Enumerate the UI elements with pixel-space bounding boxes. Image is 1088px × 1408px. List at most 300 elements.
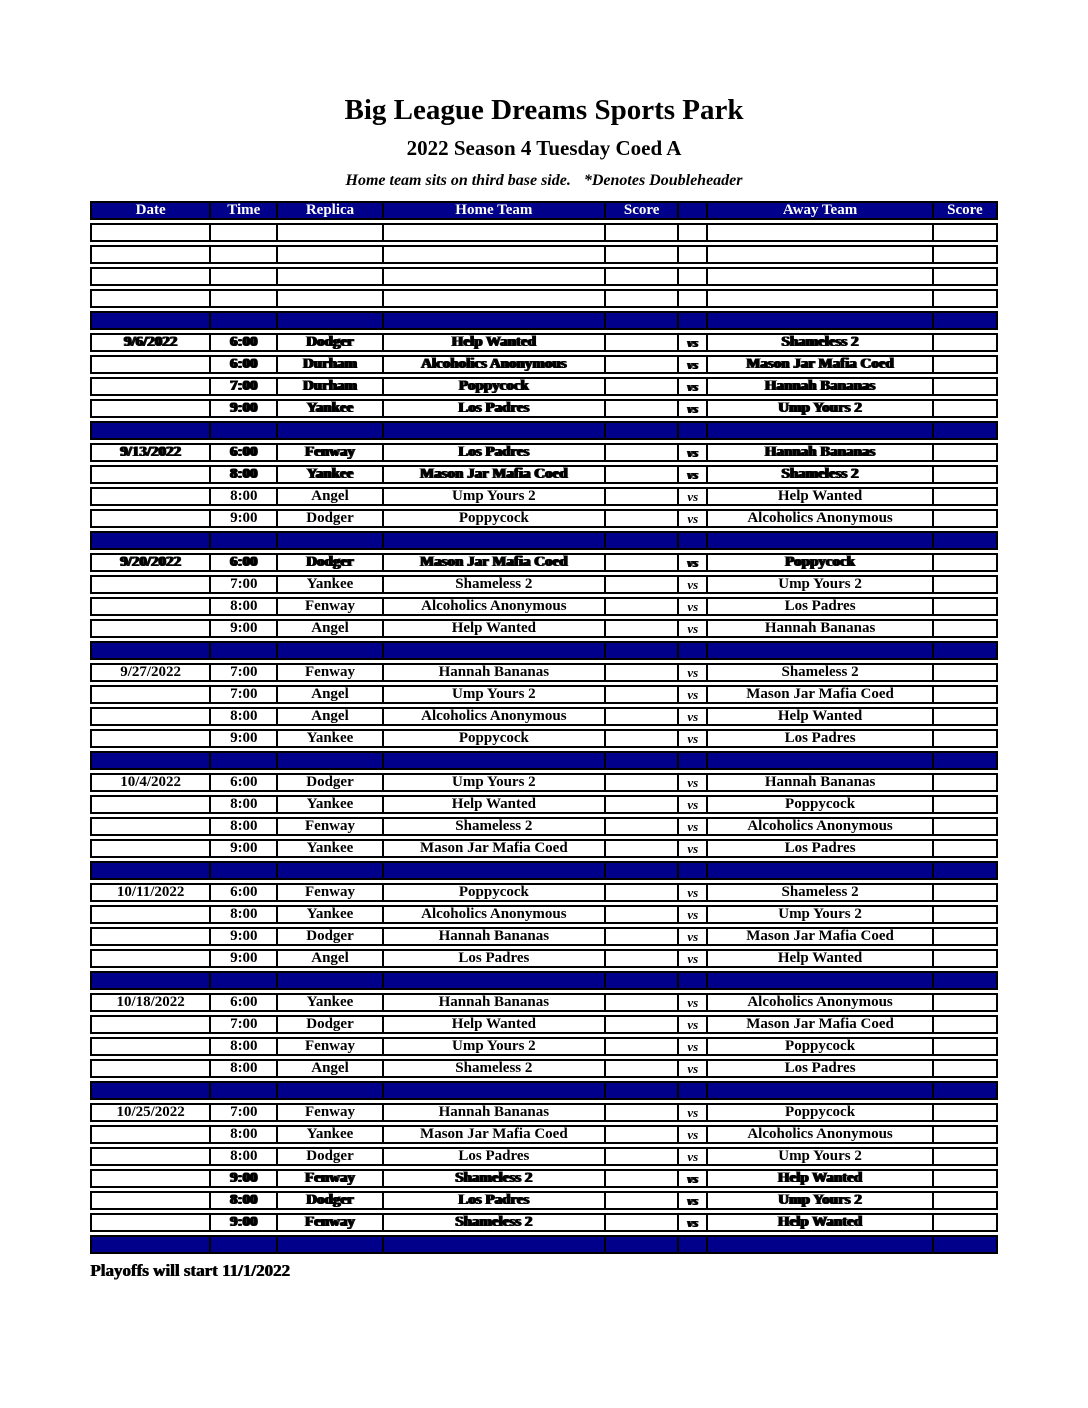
- date-cell: [90, 619, 209, 638]
- game-row: [90, 597, 998, 616]
- game-row: [90, 795, 998, 814]
- date-cell: [90, 685, 209, 704]
- date-cell: [90, 1081, 209, 1100]
- game-row: [90, 773, 998, 792]
- away-team-cell: [706, 1081, 931, 1100]
- home-score-cell: [604, 949, 677, 968]
- vs-cell: vs: [677, 1037, 706, 1056]
- away-team-cell: Mason Jar Mafia Coed: [706, 685, 931, 704]
- away-score-cell: [932, 1213, 998, 1232]
- time-cell: 9:00: [209, 1213, 276, 1232]
- home-score-cell: [604, 267, 677, 286]
- home-score-cell: [604, 685, 677, 704]
- empty-row: [90, 223, 998, 242]
- away-team-cell: [706, 421, 931, 440]
- date-cell: 10/4/2022: [90, 773, 209, 792]
- replica-cell: Yankee: [276, 839, 381, 858]
- away-team-cell: Ump Yours 2: [706, 1191, 931, 1210]
- away-score-cell: [932, 223, 998, 242]
- away-team-cell: Help Wanted: [706, 1169, 931, 1188]
- away-score-cell: [932, 245, 998, 264]
- home-team-cell: Los Padres: [382, 1147, 604, 1166]
- time-cell: [209, 245, 276, 264]
- replica-cell: Fenway: [276, 817, 381, 836]
- vs-cell: vs: [677, 355, 706, 374]
- away-score-cell: [932, 839, 998, 858]
- time-cell: 6:00: [209, 883, 276, 902]
- date-cell: [90, 245, 209, 264]
- time-cell: 6:00: [209, 355, 276, 374]
- date-cell: [90, 509, 209, 528]
- replica-cell: Fenway: [276, 663, 381, 682]
- date-cell: [90, 465, 209, 484]
- time-cell: 8:00: [209, 1125, 276, 1144]
- time-cell: 6:00: [209, 333, 276, 352]
- vs-cell: [677, 751, 706, 770]
- time-cell: 7:00: [209, 377, 276, 396]
- separator-row: [90, 531, 998, 550]
- away-score-cell: [932, 949, 998, 968]
- away-score-cell: [932, 421, 998, 440]
- vs-cell: vs: [677, 1125, 706, 1144]
- date-cell: [90, 531, 209, 550]
- home-team-cell: Poppycock: [382, 509, 604, 528]
- home-score-cell: [604, 993, 677, 1012]
- replica-cell: Yankee: [276, 729, 381, 748]
- game-row: [90, 1191, 998, 1210]
- replica-cell: [276, 861, 381, 880]
- away-score-cell: [932, 1037, 998, 1056]
- replica-cell: [276, 245, 381, 264]
- table-body: [90, 223, 998, 1254]
- home-team-cell: Los Padres: [382, 399, 604, 418]
- home-score-cell: [604, 1037, 677, 1056]
- away-score-cell: [932, 465, 998, 484]
- date-cell: [90, 927, 209, 946]
- vs-cell: vs: [677, 553, 706, 572]
- time-cell: 8:00: [209, 795, 276, 814]
- date-cell: [90, 1213, 209, 1232]
- date-cell: [90, 487, 209, 506]
- separator-row: [90, 1235, 998, 1254]
- replica-cell: Dodger: [276, 333, 381, 352]
- game-row: [90, 685, 998, 704]
- vs-cell: [677, 289, 706, 308]
- time-cell: [209, 223, 276, 242]
- home-score-cell: [604, 795, 677, 814]
- away-team-cell: Help Wanted: [706, 949, 931, 968]
- away-team-cell: [706, 245, 931, 264]
- home-score-cell: [604, 663, 677, 682]
- away-team-cell: Help Wanted: [706, 707, 931, 726]
- replica-cell: Dodger: [276, 927, 381, 946]
- away-team-cell: [706, 289, 931, 308]
- vs-cell: vs: [677, 905, 706, 924]
- replica-cell: [276, 751, 381, 770]
- home-score-cell: [604, 707, 677, 726]
- home-team-cell: Poppycock: [382, 377, 604, 396]
- home-score-cell: [604, 927, 677, 946]
- game-row: [90, 1059, 998, 1078]
- vs-cell: vs: [677, 619, 706, 638]
- game-row: [90, 487, 998, 506]
- home-score-cell: [604, 1103, 677, 1122]
- vs-cell: vs: [677, 685, 706, 704]
- replica-cell: Dodger: [276, 1147, 381, 1166]
- home-score-cell: [604, 641, 677, 660]
- home-team-cell: Alcoholics Anonymous: [382, 707, 604, 726]
- home-team-cell: [382, 1235, 604, 1254]
- away-team-cell: Hannah Bananas: [706, 377, 931, 396]
- time-cell: 9:00: [209, 1169, 276, 1188]
- replica-cell: Yankee: [276, 993, 381, 1012]
- away-score-cell: [932, 487, 998, 506]
- vs-cell: [677, 971, 706, 990]
- away-score-cell: [932, 377, 998, 396]
- home-team-cell: [382, 289, 604, 308]
- game-row: [90, 509, 998, 528]
- home-score-cell: [604, 1169, 677, 1188]
- home-team-cell: Help Wanted: [382, 1015, 604, 1034]
- home-team-cell: [382, 267, 604, 286]
- replica-cell: Fenway: [276, 597, 381, 616]
- home-score-cell: [604, 729, 677, 748]
- away-team-cell: Los Padres: [706, 1059, 931, 1078]
- time-cell: 7:00: [209, 1103, 276, 1122]
- away-team-cell: Poppycock: [706, 553, 931, 572]
- home-team-cell: Ump Yours 2: [382, 1037, 604, 1056]
- away-score-cell: [932, 267, 998, 286]
- home-team-cell: Ump Yours 2: [382, 773, 604, 792]
- date-cell: [90, 949, 209, 968]
- time-cell: 9:00: [209, 949, 276, 968]
- date-cell: 10/18/2022: [90, 993, 209, 1012]
- date-cell: [90, 729, 209, 748]
- replica-cell: Fenway: [276, 443, 381, 462]
- date-cell: 10/25/2022: [90, 1103, 209, 1122]
- time-cell: 7:00: [209, 1015, 276, 1034]
- replica-cell: Yankee: [276, 399, 381, 418]
- home-score-cell: [604, 1191, 677, 1210]
- time-cell: [209, 861, 276, 880]
- empty-row: [90, 267, 998, 286]
- date-cell: [90, 1125, 209, 1144]
- replica-cell: Yankee: [276, 575, 381, 594]
- replica-cell: Dodger: [276, 1191, 381, 1210]
- date-cell: [90, 641, 209, 660]
- home-team-cell: Hannah Bananas: [382, 1103, 604, 1122]
- home-team-cell: Shameless 2: [382, 575, 604, 594]
- date-cell: [90, 289, 209, 308]
- game-row: [90, 619, 998, 638]
- game-row: [90, 905, 998, 924]
- home-score-cell: [604, 509, 677, 528]
- home-team-cell: Los Padres: [382, 1191, 604, 1210]
- game-row: [90, 355, 998, 374]
- time-cell: [209, 641, 276, 660]
- replica-cell: Angel: [276, 1059, 381, 1078]
- home-score-cell: [604, 355, 677, 374]
- home-team-cell: Shameless 2: [382, 1169, 604, 1188]
- away-score-cell: [932, 1169, 998, 1188]
- vs-cell: [677, 531, 706, 550]
- away-score-cell: [932, 1015, 998, 1034]
- home-score-cell: [604, 443, 677, 462]
- away-team-cell: [706, 641, 931, 660]
- date-cell: [90, 751, 209, 770]
- schedule-table: [90, 198, 998, 1257]
- away-team-cell: Shameless 2: [706, 465, 931, 484]
- home-score-cell: [604, 1125, 677, 1144]
- replica-cell: Durham: [276, 355, 381, 374]
- home-score-cell: [604, 597, 677, 616]
- game-row: [90, 553, 998, 572]
- date-cell: [90, 1037, 209, 1056]
- vs-cell: vs: [677, 839, 706, 858]
- away-score-cell: [932, 333, 998, 352]
- home-team-cell: Mason Jar Mafia Coed: [382, 553, 604, 572]
- time-cell: 8:00: [209, 597, 276, 616]
- home-score-cell: [604, 487, 677, 506]
- home-team-cell: [382, 421, 604, 440]
- home-score-cell: [604, 1059, 677, 1078]
- away-team-cell: Alcoholics Anonymous: [706, 509, 931, 528]
- home-team-cell: Alcoholics Anonymous: [382, 905, 604, 924]
- note-main-text: Home team sits on third base side.: [345, 171, 571, 189]
- home-score-cell: [604, 245, 677, 264]
- home-team-cell: [382, 861, 604, 880]
- home-score-cell: [604, 1081, 677, 1100]
- away-team-cell: Shameless 2: [706, 333, 931, 352]
- vs-cell: vs: [677, 1015, 706, 1034]
- away-team-cell: [706, 971, 931, 990]
- vs-cell: vs: [677, 1147, 706, 1166]
- vs-cell: vs: [677, 729, 706, 748]
- date-cell: [90, 1015, 209, 1034]
- replica-cell: Angel: [276, 949, 381, 968]
- time-cell: 8:00: [209, 1191, 276, 1210]
- home-team-cell: Shameless 2: [382, 817, 604, 836]
- time-cell: [209, 289, 276, 308]
- home-score-cell: [604, 575, 677, 594]
- playoffs-note: Playoffs will start 11/1/2022: [90, 1260, 290, 1280]
- time-cell: 9:00: [209, 839, 276, 858]
- game-row: [90, 1015, 998, 1034]
- home-score-cell: [604, 1015, 677, 1034]
- time-cell: [209, 421, 276, 440]
- col-header-vs: [677, 201, 706, 220]
- doubleheader-note: *Denotes Doubleheader: [583, 171, 743, 189]
- time-cell: 8:00: [209, 487, 276, 506]
- home-team-cell: Mason Jar Mafia Coed: [382, 1125, 604, 1144]
- away-score-cell: [932, 993, 998, 1012]
- vs-cell: vs: [677, 1103, 706, 1122]
- away-score-cell: [932, 751, 998, 770]
- vs-cell: vs: [677, 707, 706, 726]
- away-score-cell: [932, 1081, 998, 1100]
- vs-cell: vs: [677, 817, 706, 836]
- away-score-cell: [932, 597, 998, 616]
- away-team-cell: Los Padres: [706, 729, 931, 748]
- time-cell: [209, 971, 276, 990]
- date-cell: 9/6/2022: [90, 333, 209, 352]
- game-row: [90, 817, 998, 836]
- time-cell: 6:00: [209, 553, 276, 572]
- home-score-cell: [604, 883, 677, 902]
- home-team-cell: Mason Jar Mafia Coed: [382, 465, 604, 484]
- home-score-cell: [604, 333, 677, 352]
- home-team-cell: Hannah Bananas: [382, 927, 604, 946]
- vs-cell: vs: [677, 927, 706, 946]
- away-score-cell: [932, 1125, 998, 1144]
- away-team-cell: Los Padres: [706, 839, 931, 858]
- away-team-cell: Mason Jar Mafia Coed: [706, 927, 931, 946]
- home-score-cell: [604, 311, 677, 330]
- away-score-cell: [932, 531, 998, 550]
- vs-cell: vs: [677, 465, 706, 484]
- col-header-time: Time: [209, 201, 276, 220]
- time-cell: 7:00: [209, 663, 276, 682]
- vs-cell: vs: [677, 1169, 706, 1188]
- home-score-cell: [604, 619, 677, 638]
- home-team-cell: [382, 311, 604, 330]
- vs-cell: [677, 245, 706, 264]
- date-cell: [90, 377, 209, 396]
- vs-cell: vs: [677, 575, 706, 594]
- time-cell: 9:00: [209, 399, 276, 418]
- home-team-cell: [382, 223, 604, 242]
- away-team-cell: Alcoholics Anonymous: [706, 993, 931, 1012]
- home-score-cell: [604, 465, 677, 484]
- time-cell: 8:00: [209, 817, 276, 836]
- vs-cell: [677, 311, 706, 330]
- away-team-cell: Shameless 2: [706, 883, 931, 902]
- away-score-cell: [932, 883, 998, 902]
- home-team-cell: Ump Yours 2: [382, 487, 604, 506]
- replica-cell: Yankee: [276, 465, 381, 484]
- game-row: [90, 729, 998, 748]
- separator-row: [90, 421, 998, 440]
- time-cell: 9:00: [209, 729, 276, 748]
- away-score-cell: [932, 773, 998, 792]
- vs-cell: [677, 641, 706, 660]
- replica-cell: Angel: [276, 487, 381, 506]
- date-cell: 9/27/2022: [90, 663, 209, 682]
- away-team-cell: Shameless 2: [706, 663, 931, 682]
- replica-cell: Dodger: [276, 509, 381, 528]
- away-team-cell: Ump Yours 2: [706, 905, 931, 924]
- vs-cell: vs: [677, 399, 706, 418]
- date-cell: [90, 707, 209, 726]
- replica-cell: [276, 267, 381, 286]
- away-score-cell: [932, 795, 998, 814]
- col-header-away-team: Away Team: [706, 201, 931, 220]
- vs-cell: vs: [677, 509, 706, 528]
- home-team-cell: Los Padres: [382, 443, 604, 462]
- separator-row: [90, 861, 998, 880]
- date-cell: [90, 861, 209, 880]
- separator-row: [90, 641, 998, 660]
- game-row: [90, 1103, 998, 1122]
- date-cell: [90, 839, 209, 858]
- away-team-cell: Hannah Bananas: [706, 773, 931, 792]
- away-score-cell: [932, 1147, 998, 1166]
- page-title: Big League Dreams Sports Park: [344, 94, 744, 126]
- col-header-date: Date: [90, 201, 209, 220]
- game-row: [90, 575, 998, 594]
- vs-cell: vs: [677, 333, 706, 352]
- away-score-cell: [932, 729, 998, 748]
- vs-cell: vs: [677, 1059, 706, 1078]
- home-score-cell: [604, 839, 677, 858]
- time-cell: [209, 1081, 276, 1100]
- away-team-cell: [706, 223, 931, 242]
- date-cell: [90, 597, 209, 616]
- home-score-cell: [604, 1235, 677, 1254]
- game-row: [90, 1147, 998, 1166]
- home-team-cell: [382, 751, 604, 770]
- game-row: [90, 443, 998, 462]
- date-cell: [90, 905, 209, 924]
- home-team-cell: Poppycock: [382, 729, 604, 748]
- replica-cell: [276, 223, 381, 242]
- replica-cell: Fenway: [276, 883, 381, 902]
- away-score-cell: [932, 575, 998, 594]
- header-row: [90, 201, 998, 220]
- home-team-cell: Help Wanted: [382, 333, 604, 352]
- home-team-cell: Hannah Bananas: [382, 993, 604, 1012]
- away-score-cell: [932, 443, 998, 462]
- away-team-cell: [706, 751, 931, 770]
- away-team-cell: [706, 267, 931, 286]
- away-score-cell: [932, 355, 998, 374]
- time-cell: 8:00: [209, 1147, 276, 1166]
- vs-cell: [677, 1081, 706, 1100]
- home-score-cell: [604, 905, 677, 924]
- date-cell: [90, 971, 209, 990]
- time-cell: 8:00: [209, 465, 276, 484]
- away-score-cell: [932, 905, 998, 924]
- time-cell: [209, 531, 276, 550]
- game-row: [90, 1037, 998, 1056]
- away-score-cell: [932, 663, 998, 682]
- replica-cell: [276, 289, 381, 308]
- col-header-home-team: Home Team: [382, 201, 604, 220]
- vs-cell: vs: [677, 443, 706, 462]
- home-team-cell: Los Padres: [382, 949, 604, 968]
- home-score-cell: [604, 289, 677, 308]
- away-team-cell: [706, 311, 931, 330]
- replica-cell: [276, 971, 381, 990]
- home-team-cell: [382, 971, 604, 990]
- home-team-cell: Alcoholics Anonymous: [382, 597, 604, 616]
- away-team-cell: Mason Jar Mafia Coed: [706, 1015, 931, 1034]
- vs-cell: [677, 421, 706, 440]
- vs-cell: [677, 267, 706, 286]
- time-cell: 8:00: [209, 905, 276, 924]
- away-team-cell: Ump Yours 2: [706, 399, 931, 418]
- home-score-cell: [604, 971, 677, 990]
- time-cell: [209, 751, 276, 770]
- home-score-cell: [604, 553, 677, 572]
- date-cell: [90, 575, 209, 594]
- date-cell: [90, 1191, 209, 1210]
- home-team-cell: [382, 1081, 604, 1100]
- home-score-cell: [604, 817, 677, 836]
- home-team-cell: [382, 531, 604, 550]
- home-score-cell: [604, 421, 677, 440]
- away-team-cell: Help Wanted: [706, 487, 931, 506]
